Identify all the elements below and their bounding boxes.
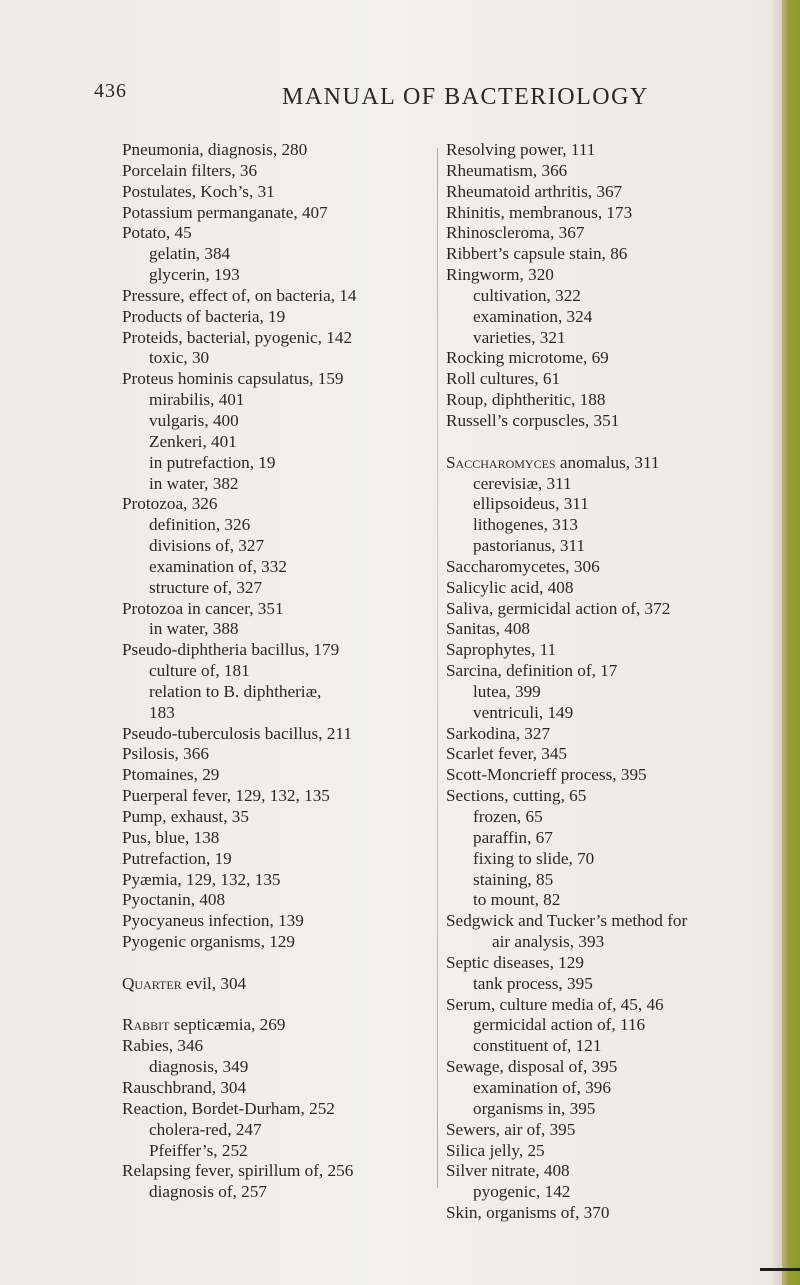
index-entry: Salicylic acid, 408	[446, 577, 574, 597]
index-entry: Pyocyaneus infection, 139	[122, 911, 304, 931]
index-entry: Russell’s corpuscles, 351	[446, 410, 620, 430]
index-subentry: cerevisiæ, 311	[473, 473, 572, 493]
section-lead-word: Rabbit	[122, 1015, 170, 1035]
index-entry: Potassium permanganate, 407	[122, 202, 328, 222]
index-column-right	[446, 140, 766, 1224]
index-subentry: Pfeiffer’s, 252	[149, 1140, 248, 1160]
index-entry: Protozoa in cancer, 351	[122, 598, 284, 618]
index-entry: Roll cultures, 61	[446, 369, 561, 389]
index-entry: Porcelain filters, 36	[122, 160, 258, 180]
index-entry: Silica jelly, 25	[446, 1140, 545, 1160]
index-entry: Pressure, effect of, on bacteria, 14	[122, 285, 357, 305]
index-subentry: gelatin, 384	[149, 244, 231, 264]
index-entry: Relapsing fever, spirillum of, 256	[122, 1161, 354, 1181]
index-entry: Rocking microtome, 69	[446, 348, 609, 368]
index-entry: Serum, culture media of, 45, 46	[446, 994, 664, 1014]
index-subentry: in water, 382	[149, 473, 239, 493]
index-entry: Proteids, bacterial, pyogenic, 142	[122, 327, 353, 347]
index-entry: Silver nitrate, 408	[446, 1161, 570, 1181]
bottom-rule	[760, 1268, 800, 1271]
index-subentry: lithogenes, 313	[473, 515, 579, 535]
index-subentry: varieties, 321	[473, 327, 566, 347]
index-subentry: examination of, 396	[473, 1077, 611, 1097]
running-head: MANUAL OF BACTERIOLOGY	[282, 84, 649, 110]
index-entry: Scott-Moncrieff process, 395	[446, 765, 647, 785]
index-subentry: lutea, 399	[473, 681, 541, 701]
index-subentry: toxic, 30	[149, 348, 210, 368]
index-entry: Protozoa, 326	[122, 494, 218, 514]
index-entry: Products of bacteria, 19	[122, 306, 286, 326]
index-entry: Ptomaines, 29	[122, 765, 220, 785]
index-entry: Sanitas, 408	[446, 619, 531, 639]
index-entry: Sewage, disposal of, 395	[446, 1057, 618, 1077]
index-entry-text: evil, 304	[181, 973, 247, 993]
index-entry: Putrefaction, 19	[122, 848, 232, 868]
index-entry: Sewers, air of, 395	[446, 1119, 576, 1139]
index-entry: Sections, cutting, 65	[446, 786, 587, 806]
index-entry	[122, 1015, 432, 1036]
index-entry-text: anomalus, 311	[555, 452, 660, 472]
index-entry: Rauschbrand, 304	[122, 1077, 247, 1097]
index-subentry: organisms in, 395	[473, 1098, 596, 1118]
page-number: 436	[94, 80, 127, 102]
index-subentry: examination, 324	[473, 306, 593, 326]
index-subentry: Zenkeri, 401	[149, 431, 237, 451]
index-entry: Roup, diphtheritic, 188	[446, 390, 606, 410]
index-entry: Resolving power, 111	[446, 140, 596, 159]
index-entry: Pyogenic organisms, 129	[122, 932, 295, 952]
index-entry: Scarlet fever, 345	[446, 744, 568, 764]
index-subentry: air analysis, 393	[492, 932, 605, 952]
index-entry: Ringworm, 320	[446, 265, 554, 285]
index-entry: Saliva, germicidal action of, 372	[446, 598, 671, 618]
index-subentry: fixing to slide, 70	[473, 848, 595, 868]
index-entry: Potato, 45	[122, 223, 192, 243]
index-subentry: pastorianus, 311	[473, 536, 586, 556]
index-subentry: diagnosis, 349	[149, 1057, 249, 1077]
index-entry: Ribbert’s capsule stain, 86	[446, 244, 628, 264]
index-subentry: ventriculi, 149	[473, 702, 574, 722]
index-subentry: examination of, 332	[149, 556, 287, 576]
index-subentry: cholera-red, 247	[149, 1119, 262, 1139]
index-entry: Saccharomycetes, 306	[446, 556, 600, 576]
index-subentry: divisions of, 327	[149, 536, 265, 556]
index-gap	[122, 953, 432, 974]
index-entry: Pyæmia, 129, 132, 135	[122, 869, 281, 889]
index-entry: Reaction, Bordet-Durham, 252	[122, 1098, 335, 1118]
index-subentry: vulgaris, 400	[149, 410, 239, 430]
index-subentry: diagnosis of, 257	[149, 1182, 267, 1202]
index-column-left	[122, 140, 432, 1203]
index-entry: Septic diseases, 129	[446, 952, 584, 972]
index-entry: Rhinoscleroma, 367	[446, 223, 585, 243]
section-lead-word: Quarter	[122, 973, 182, 993]
index-subentry: ellipsoideus, 311	[473, 494, 589, 514]
page-edge	[782, 0, 800, 1285]
index-subentry: constituent of, 121	[473, 1036, 602, 1056]
index-subentry: to mount, 82	[473, 890, 561, 910]
index-entry: Pump, exhaust, 35	[122, 807, 249, 826]
index-entry: Pyoctanin, 408	[122, 890, 226, 910]
index-entry: Skin, organisms of, 370	[446, 1203, 610, 1223]
index-subentry: germicidal action of, 116	[473, 1015, 646, 1035]
index-subentry: culture of, 181	[149, 661, 250, 681]
column-divider	[437, 148, 438, 1188]
index-subentry: frozen, 65	[473, 807, 543, 826]
index-subentry: glycerin, 193	[149, 265, 240, 285]
index-subentry: staining, 85	[473, 869, 554, 889]
index-entry: Sarcina, definition of, 17	[446, 661, 618, 681]
index-entry: Psilosis, 366	[122, 744, 209, 764]
index-entry: Postulates, Koch’s, 31	[122, 181, 275, 201]
index-subentry: 183	[149, 702, 175, 722]
index-entry: Sedgwick and Tucker’s method for	[446, 911, 688, 931]
index-subentry: pyogenic, 142	[473, 1182, 571, 1202]
index-entry: Sarkodina, 327	[446, 723, 551, 743]
index-entry: Puerperal fever, 129, 132, 135	[122, 786, 330, 806]
index-subentry: definition, 326	[149, 515, 251, 535]
index-entry: Rhinitis, membranous, 173	[446, 202, 633, 222]
index-entry: Pseudo-tuberculosis bacillus, 211	[122, 723, 352, 743]
index-subentry: in water, 388	[149, 619, 239, 639]
index-gap	[446, 432, 766, 453]
section-lead-word: Saccharomyces	[446, 452, 556, 472]
index-gap	[122, 995, 432, 1016]
index-entry: Rheumatism, 366	[446, 160, 568, 180]
index-subentry: structure of, 327	[149, 577, 263, 597]
index-entry: Pus, blue, 138	[122, 827, 220, 847]
index-entry: Pneumonia, diagnosis, 280	[122, 140, 308, 159]
index-subentry: mirabilis, 401	[149, 390, 245, 410]
index-entry: Saprophytes, 11	[446, 640, 557, 660]
index-entry: Pseudo-diphtheria bacillus, 179	[122, 640, 340, 660]
index-subentry: cultivation, 322	[473, 285, 581, 305]
index-subentry: paraffin, 67	[473, 827, 553, 847]
index-entry-text: septicæmia, 269	[169, 1015, 286, 1035]
index-subentry: tank process, 395	[473, 973, 593, 993]
index-subentry: in putrefaction, 19	[149, 452, 276, 472]
index-entry	[122, 974, 432, 995]
index-subentry: relation to B. diphtheriæ,	[149, 681, 322, 701]
index-entry: Rheumatoid arthritis, 367	[446, 181, 623, 201]
index-entry: Proteus hominis capsulatus, 159	[122, 369, 344, 389]
index-entry: Rabies, 346	[122, 1036, 204, 1056]
index-entry	[446, 453, 766, 474]
